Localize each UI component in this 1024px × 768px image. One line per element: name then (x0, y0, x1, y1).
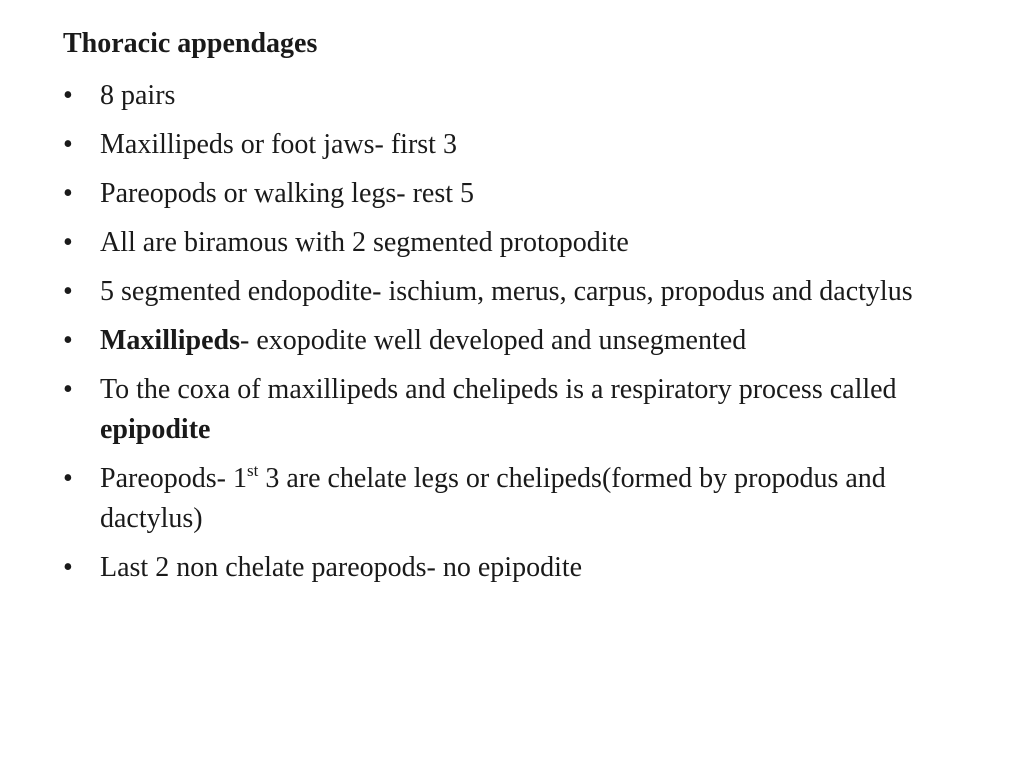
bullet-icon: • (63, 552, 73, 583)
bullet-icon: • (63, 227, 73, 258)
list-item-bold-term: epipodite (100, 414, 211, 445)
bullet-icon: • (63, 463, 73, 494)
list-item (63, 272, 963, 312)
list-item-text: 8 pairs (100, 80, 176, 111)
bullet-icon: • (63, 276, 73, 307)
list-item-text: Pareopods or walking legs- rest 5 (100, 178, 475, 209)
list-item (63, 125, 963, 165)
bullet-icon: • (63, 178, 73, 209)
ordinal-superscript: st (246, 461, 259, 480)
list-item-text: 3 are chelate legs or chelipeds(formed by propodus and dactylus) (100, 463, 886, 534)
slide-title: Thoracic appendages (63, 28, 318, 59)
list-item (63, 223, 963, 263)
bullet-icon: • (63, 129, 73, 160)
list-item (63, 174, 963, 214)
list-item-text: Maxillipeds or foot jaws- first 3 (100, 129, 457, 160)
list-item-text: To the coxa of maxillipeds and chelipeds is a respiratory process called (100, 374, 897, 405)
bullet-list (63, 76, 963, 597)
list-item-text: - exopodite well developed and unsegmented (240, 325, 747, 356)
bullet-icon: • (63, 374, 73, 405)
list-item (63, 459, 963, 539)
bullet-icon: • (63, 80, 73, 111)
list-item (63, 76, 963, 116)
list-item-bold-term: Maxillipeds (100, 325, 241, 356)
list-item-text: 5 segmented endopodite- ischium, merus, carpus, propodus and dactylus (100, 276, 913, 307)
list-item-text: Last 2 non chelate pareopods- no epipodite (100, 552, 583, 583)
list-item (63, 548, 963, 588)
list-item-text-prefix: Pareopods- 1 (100, 463, 247, 494)
list-item-text: All are biramous with 2 segmented protopodite (100, 227, 629, 258)
list-item (63, 321, 963, 361)
list-item (63, 370, 963, 450)
bullet-icon: • (63, 325, 73, 356)
